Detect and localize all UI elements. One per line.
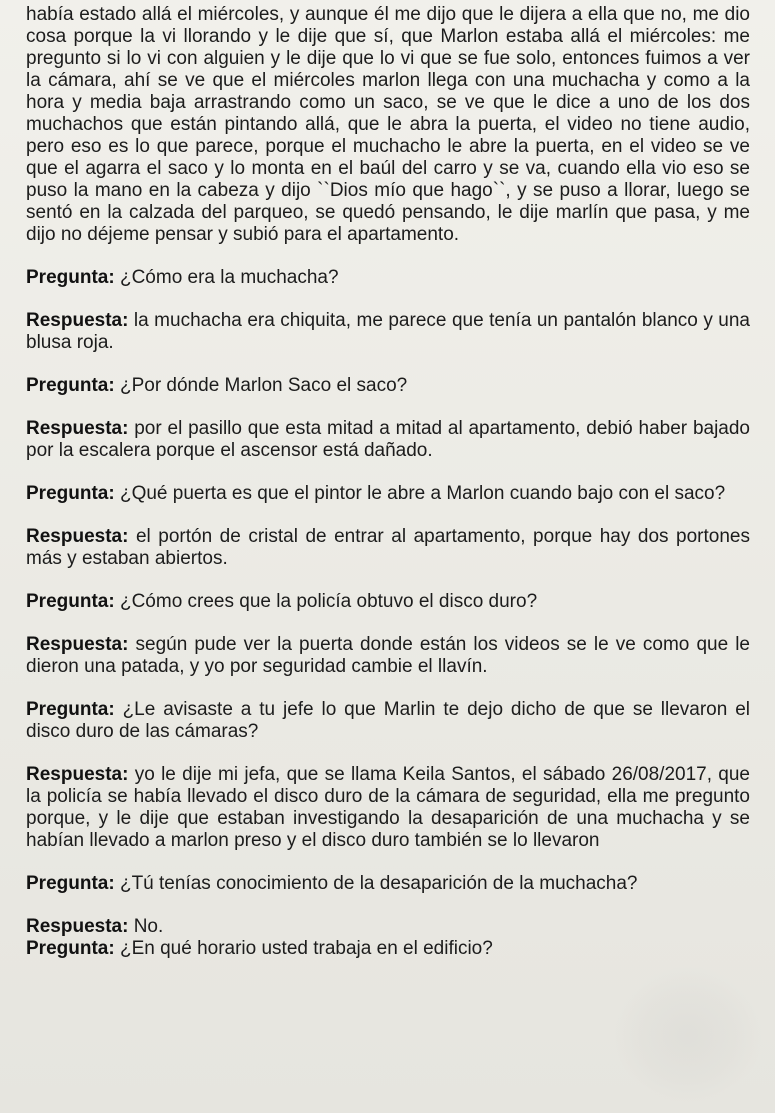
- question-text: ¿Cómo era la muchacha?: [119, 267, 339, 288]
- answer-label: Respuesta:: [26, 526, 129, 547]
- qa-question: [26, 873, 750, 895]
- question-label: Pregunta:: [26, 483, 115, 504]
- answer-text: por el pasillo que esta mitad a mitad al apartamento, debió haber bajado por la escalera porque el ascensor está dañado.: [26, 418, 750, 461]
- qa-question: [26, 483, 750, 505]
- question-text: ¿Tú tenías conocimiento de la desaparición de la muchacha?: [119, 873, 638, 894]
- qa-answer: [26, 526, 750, 570]
- question-text: ¿Por dónde Marlon Saco el saco?: [119, 375, 408, 396]
- qa-answer: [26, 310, 750, 354]
- qa-answer: [26, 418, 750, 462]
- scan-smudge: [613, 965, 763, 1105]
- question-label: Pregunta:: [26, 873, 115, 894]
- qa-answer: [26, 916, 750, 938]
- qa-question: [26, 699, 750, 743]
- answer-label: Respuesta:: [26, 310, 129, 331]
- answer-label: Respuesta:: [26, 418, 129, 439]
- question-label: Pregunta:: [26, 699, 115, 720]
- answer-text: según pude ver la puerta donde están los videos se le ve como que le dieron una patada, y yo por seguridad cambie el llavín.: [26, 634, 751, 677]
- answer-label: Respuesta:: [26, 916, 129, 937]
- answer-text: el portón de cristal de entrar al apartamento, porque hay dos portones más y estaban abiertos.: [26, 526, 750, 569]
- question-text: ¿Le avisaste a tu jefe lo que Marlin te dejo dicho de que se llevaron el disco duro de las cámaras?: [26, 699, 750, 742]
- question-text: ¿En qué horario usted trabaja en el edificio?: [119, 938, 493, 959]
- answer-text: la muchacha era chiquita, me parece que tenía un pantalón blanco y una blusa roja.: [26, 310, 750, 353]
- qa-answer: [26, 634, 750, 678]
- answer-text: No.: [133, 916, 164, 937]
- question-label: Pregunta:: [26, 375, 115, 396]
- question-label: Pregunta:: [26, 938, 115, 959]
- qa-question: [26, 591, 750, 613]
- question-label: Pregunta:: [26, 591, 115, 612]
- answer-label: Respuesta:: [26, 764, 129, 785]
- question-text: ¿Cómo crees que la policía obtuvo el disco duro?: [119, 591, 538, 612]
- answer-label: Respuesta:: [26, 634, 129, 655]
- question-text: ¿Qué puerta es que el pintor le abre a Marlon cuando bajo con el saco?: [119, 483, 726, 504]
- qa-question: [26, 938, 750, 960]
- document-body: [26, 4, 750, 960]
- question-label: Pregunta:: [26, 267, 115, 288]
- qa-question: [26, 375, 750, 397]
- qa-question: [26, 267, 750, 289]
- intro-paragraph: había estado allá el miércoles, y aunque él me dijo que le dijera a ella que no, me dio cosa porque la vi llorando y le dije que sí, que Marlon estaba allá el miércoles: me pregunto si lo vi con alguien y le dije que lo vi que se fue solo, entonces fuimos a ver la cámara, ahí se ve que el miércoles marlon llega con una muchacha y como a la hora y media baja arrastrando como un saco, se ve que le dice a uno de los dos muchachos que están pintando allá, que le abra la puerta, el video no tiene audio, pero eso es lo que parece, porque el muchacho le abre la puerta, en el video se ve que el agarra el saco y lo monta en el baúl del carro y se va, cuando ella vio eso se puso la mano en la cabeza y dijo ``Dios mío que hago``, y se puso a llorar, luego se sentó en la calzada del parqueo, se quedó pensando, le dije marlín que pasa, y me dijo no déjeme pensar y subió para el apartamento.: [26, 4, 750, 245]
- qa-answer: [26, 764, 750, 852]
- answer-text: yo le dije mi jefa, que se llama Keila Santos, el sábado 26/08/2017, que la policía se había llevado el disco duro de la cámara de seguridad, ella me pregunto porque, y le dije que estaban investigando la desaparición de una muchacha y se habían llevado a marlon preso y el disco duro también se lo llevaron: [26, 764, 750, 851]
